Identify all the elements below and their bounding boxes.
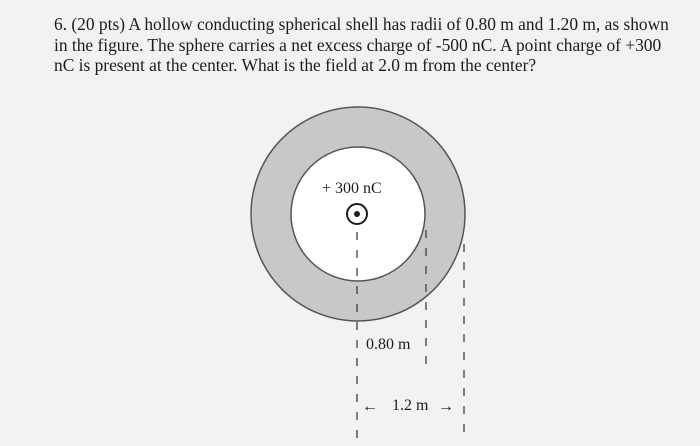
problem-line-3: nC is present at the center. What is the field at 2.0 m from the center? — [54, 55, 537, 75]
outer-radius-label: 1.2 m — [392, 397, 429, 414]
inner-radius-label: 0.80 m — [366, 336, 411, 353]
right-arrow-icon: → — [438, 398, 454, 415]
left-arrow-icon: ← — [362, 398, 378, 415]
point-charge-dot — [354, 211, 360, 217]
problem-line-1: 6. (20 pts) A hollow conducting spherical shell has radii of 0.80 m and 1.20 m, as shown — [54, 14, 669, 34]
charge-label: + 300 nC — [322, 180, 382, 197]
problem-line-2: in the figure. The sphere carries a net excess charge of -500 nC. A point charge of +300 — [54, 34, 662, 55]
